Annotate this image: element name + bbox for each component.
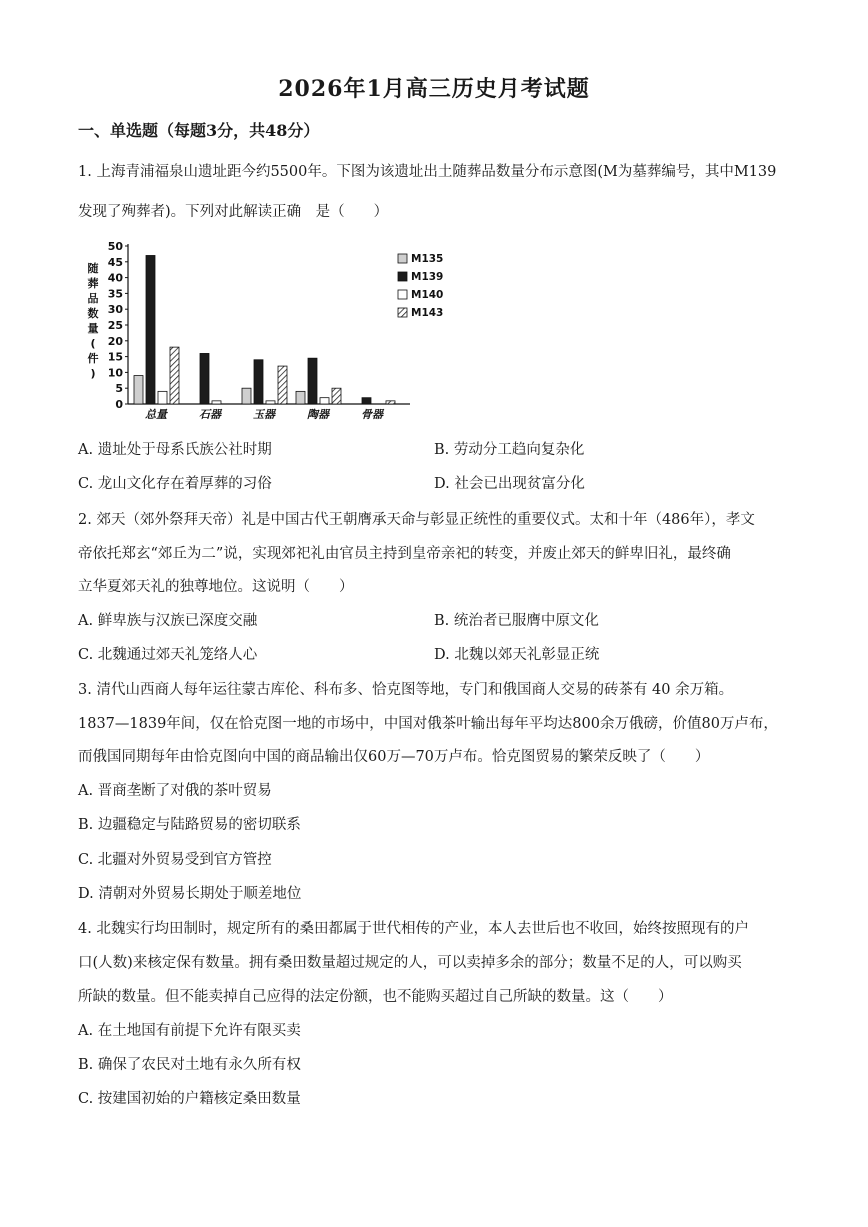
bar-chart-svg — [80, 236, 460, 422]
y-label-char: 随 — [87, 262, 99, 275]
legend-label: M135 — [411, 253, 444, 265]
legend-label: M143 — [411, 307, 444, 319]
y-tick-label: 45 — [107, 255, 123, 269]
x-category-label: 总量 — [145, 408, 167, 421]
y-tick-label: 25 — [107, 319, 123, 332]
chart-bars — [134, 255, 395, 404]
x-category-label: 玉器 — [253, 408, 275, 421]
y-label-char: 品 — [87, 292, 99, 305]
section-heading: 一、单选题（每题3分，共48分） — [78, 121, 320, 140]
q3-option-b[interactable]: B. 边疆稳定与陆路贸易的密切联系 — [78, 817, 301, 833]
bar-M143-3 — [332, 388, 341, 404]
q1-stem-line1: 1. 上海青浦福泉山遗址距今约5500年。下图为该遗址出土随葬品数量分布示意图(M为墓葬编号，其中M139 — [78, 164, 777, 180]
y-label-char: ) — [90, 367, 96, 380]
q2-stem-line2: 帝依托郑玄“郊丘为二”说，实现郊祀礼由官员主持到皇帝亲祀的转变，并废止郊天的鲜卑旧礼，最终确 — [78, 546, 731, 562]
y-label-char: 件 — [87, 352, 99, 365]
q3-stem-line3: 而俄国同期每年由恰克图向中国的商品输出仅60万—70万卢布。恰克图贸易的繁荣反映了（ ） — [78, 749, 710, 765]
q1-bar-chart — [80, 236, 460, 422]
bar-M139-4 — [362, 398, 371, 404]
x-category-label: 石器 — [199, 408, 221, 421]
y-label-char: 葬 — [87, 277, 99, 290]
y-label-char: ( — [90, 337, 96, 350]
q3-stem-line1: 3. 清代山西商人每年运往蒙古库伦、科布多、恰克图等地，专门和俄国商人交易的砖茶有 40 余万箱。 — [78, 682, 734, 698]
legend-swatch — [398, 308, 407, 317]
y-tick-label: 0 — [115, 398, 123, 411]
q2-option-c[interactable]: C. 北魏通过郊天礼笼络人心 — [78, 647, 258, 663]
y-tick-label: 15 — [107, 350, 123, 364]
bar-M139-1 — [200, 353, 209, 404]
bar-M140-3 — [320, 398, 329, 404]
y-tick-label: 30 — [107, 303, 123, 317]
x-category-label: 陶器 — [307, 408, 329, 421]
bar-M143-0 — [170, 347, 179, 404]
q4-stem-line3: 所缺的数量。但不能卖掉自己应得的法定份额，也不能购买超过自己所缺的数量。这（ ） — [78, 989, 673, 1005]
y-tick-label: 40 — [107, 271, 123, 285]
legend-swatch — [398, 254, 407, 263]
y-tick-label: 10 — [107, 366, 123, 380]
y-label-char: 量 — [87, 322, 99, 335]
bar-M139-0 — [146, 255, 155, 404]
q2-stem-line1: 2. 郊天（郊外祭拜天帝）礼是中国古代王朝膺承天命与彰显正统性的重要仪式。太和十年（486年），孝文 — [78, 512, 755, 528]
q1-stem-line2: 发现了殉葬者)。下列对此解读正确 是（ ） — [78, 204, 389, 220]
q4-stem-line1: 4. 北魏实行均田制时，规定所有的桑田都属于世代相传的产业，本人去世后也不收回，始终按照现有的户 — [78, 921, 749, 937]
q2-stem-line3: 立华夏郊天礼的独尊地位。这说明（ ） — [78, 579, 354, 595]
y-tick-label: 20 — [107, 334, 123, 348]
y-tick-label: 50 — [107, 240, 123, 253]
y-ticks — [108, 240, 128, 411]
bar-M140-1 — [212, 401, 221, 404]
bar-M140-2 — [266, 401, 275, 404]
legend-swatch — [398, 272, 407, 281]
x-category-label: 骨器 — [361, 408, 383, 421]
q1-option-a[interactable]: A. 遗址处于母系氏族公社时期 — [78, 442, 272, 458]
bar-M135-2 — [242, 388, 251, 404]
q1-option-d[interactable]: D. 社会已出现贫富分化 — [434, 476, 585, 492]
q2-option-a[interactable]: A. 鲜卑族与汉族已深度交融 — [78, 613, 258, 629]
chart-legend — [398, 253, 443, 319]
bar-M140-0 — [158, 391, 167, 404]
bar-M143-4 — [386, 401, 395, 404]
q3-option-a[interactable]: A. 晋商垄断了对俄的茶叶贸易 — [78, 783, 272, 799]
legend-label: M140 — [411, 289, 444, 301]
q4-stem-line2: 口(人数)来核定保有数量。拥有桑田数量超过规定的人，可以卖掉多余的部分；数量不足的人，可以购买 — [78, 955, 742, 971]
y-tick-label: 5 — [115, 382, 123, 396]
y-axis-label — [88, 261, 99, 380]
bar-M139-2 — [254, 360, 263, 404]
bar-M139-3 — [308, 358, 317, 404]
bar-M135-0 — [134, 376, 143, 404]
y-tick-label: 35 — [107, 287, 123, 301]
bar-M143-2 — [278, 366, 287, 404]
bar-M135-3 — [296, 391, 305, 404]
q1-option-c[interactable]: C. 龙山文化存在着厚葬的习俗 — [78, 476, 272, 492]
page-title: 2026年1月高三历史月考试题 — [278, 76, 590, 102]
q2-option-d[interactable]: D. 北魏以郊天礼彰显正统 — [434, 647, 600, 663]
legend-label: M139 — [411, 271, 444, 283]
legend-swatch — [398, 290, 407, 299]
q4-option-b[interactable]: B. 确保了农民对土地有永久所有权 — [78, 1057, 301, 1073]
q2-option-b[interactable]: B. 统治者已服膺中原文化 — [434, 613, 599, 629]
q4-option-c[interactable]: C. 按建国初始的户籍核定桑田数量 — [78, 1091, 301, 1107]
y-label-char: 数 — [87, 307, 99, 320]
q1-option-b[interactable]: B. 劳动分工趋向复杂化 — [434, 442, 585, 458]
q3-stem-line2: 1837—1839年间，仅在恰克图一地的市场中，中国对俄茶叶输出每年平均达800余万俄磅，价值80万卢布， — [78, 716, 778, 732]
q3-option-d[interactable]: D. 清朝对外贸易长期处于顺差地位 — [78, 886, 302, 902]
q3-option-c[interactable]: C. 北疆对外贸易受到官方管控 — [78, 852, 272, 868]
x-categories — [145, 408, 385, 421]
q4-option-a[interactable]: A. 在土地国有前提下允许有限买卖 — [78, 1023, 301, 1039]
